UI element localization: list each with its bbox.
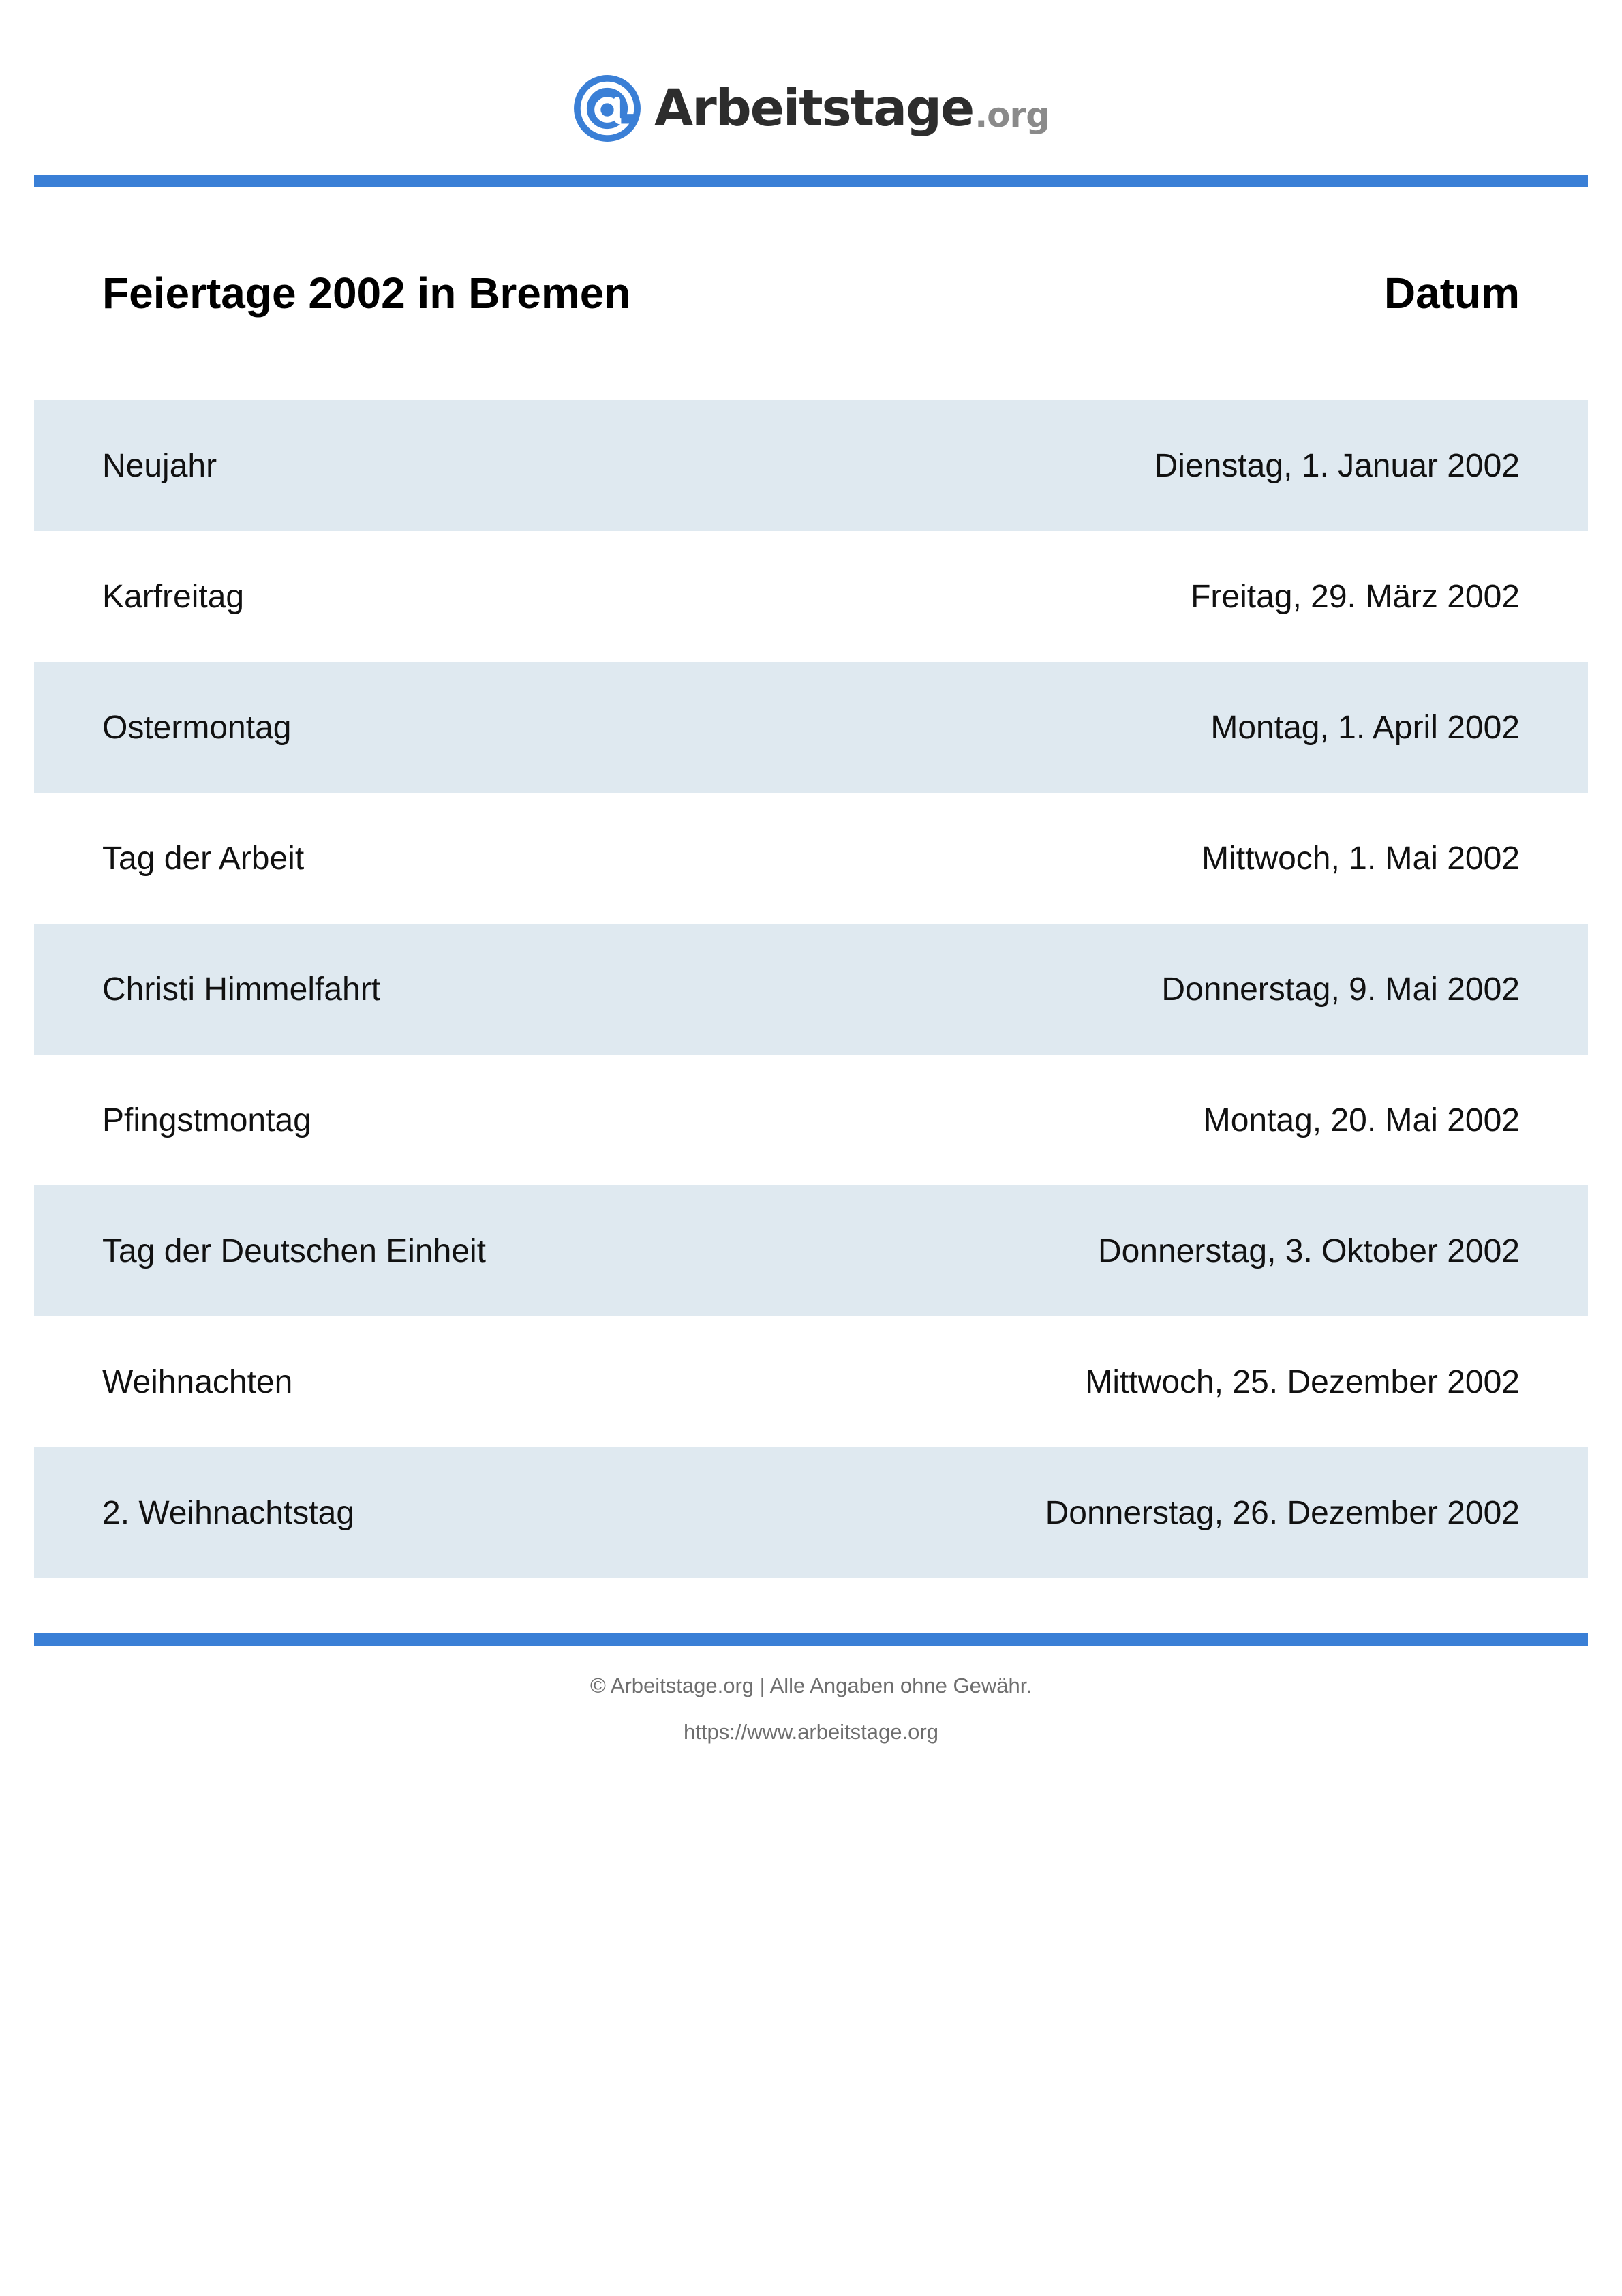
holiday-name: Christi Himmelfahrt <box>102 971 381 1008</box>
table-row <box>34 924 1588 1055</box>
table-row <box>34 531 1588 662</box>
holiday-name: Weihnachten <box>102 1363 293 1400</box>
table-header <box>102 259 1520 327</box>
holiday-name: Tag der Arbeit <box>102 840 305 877</box>
holiday-date: Mittwoch, 25. Dezember 2002 <box>1085 1363 1520 1400</box>
date-column-header: Datum <box>1383 269 1520 318</box>
table-row <box>34 1185 1588 1316</box>
holiday-date: Donnerstag, 9. Mai 2002 <box>1161 971 1520 1008</box>
holiday-date: Dienstag, 1. Januar 2002 <box>1154 447 1520 484</box>
holiday-name: Neujahr <box>102 447 217 484</box>
table-row <box>34 400 1588 531</box>
footer-url-link[interactable]: https://www.arbeitstage.org <box>684 1720 938 1744</box>
at-sign-icon <box>572 74 642 143</box>
table-row <box>34 793 1588 924</box>
holiday-name: Karfreitag <box>102 578 245 615</box>
site-logo[interactable] <box>0 71 1622 146</box>
page-title: Feiertage 2002 in Bremen <box>102 269 631 318</box>
table-row <box>34 1055 1588 1185</box>
holiday-date: Montag, 20. Mai 2002 <box>1203 1102 1520 1138</box>
table-row <box>34 1447 1588 1578</box>
holiday-name: Ostermontag <box>102 709 292 746</box>
logo-name: Arbeitstage <box>654 79 974 138</box>
holiday-table <box>34 400 1588 1578</box>
holiday-name: Tag der Deutschen Einheit <box>102 1233 487 1269</box>
holiday-date: Donnerstag, 3. Oktober 2002 <box>1097 1233 1520 1269</box>
bottom-divider <box>34 1633 1588 1646</box>
holiday-date: Freitag, 29. März 2002 <box>1191 578 1520 615</box>
footer-copyright: © Arbeitstage.org | Alle Angaben ohne Gewähr. <box>590 1674 1032 1697</box>
holiday-date: Mittwoch, 1. Mai 2002 <box>1202 840 1520 877</box>
top-divider <box>34 175 1588 187</box>
table-row <box>34 662 1588 793</box>
logo-tld: .org <box>975 95 1050 135</box>
holiday-name: 2. Weihnachtstag <box>102 1494 355 1531</box>
holiday-date: Montag, 1. April 2002 <box>1210 709 1520 746</box>
table-row <box>34 1316 1588 1447</box>
holiday-date: Donnerstag, 26. Dezember 2002 <box>1045 1494 1520 1531</box>
holiday-name: Pfingstmontag <box>102 1102 311 1138</box>
